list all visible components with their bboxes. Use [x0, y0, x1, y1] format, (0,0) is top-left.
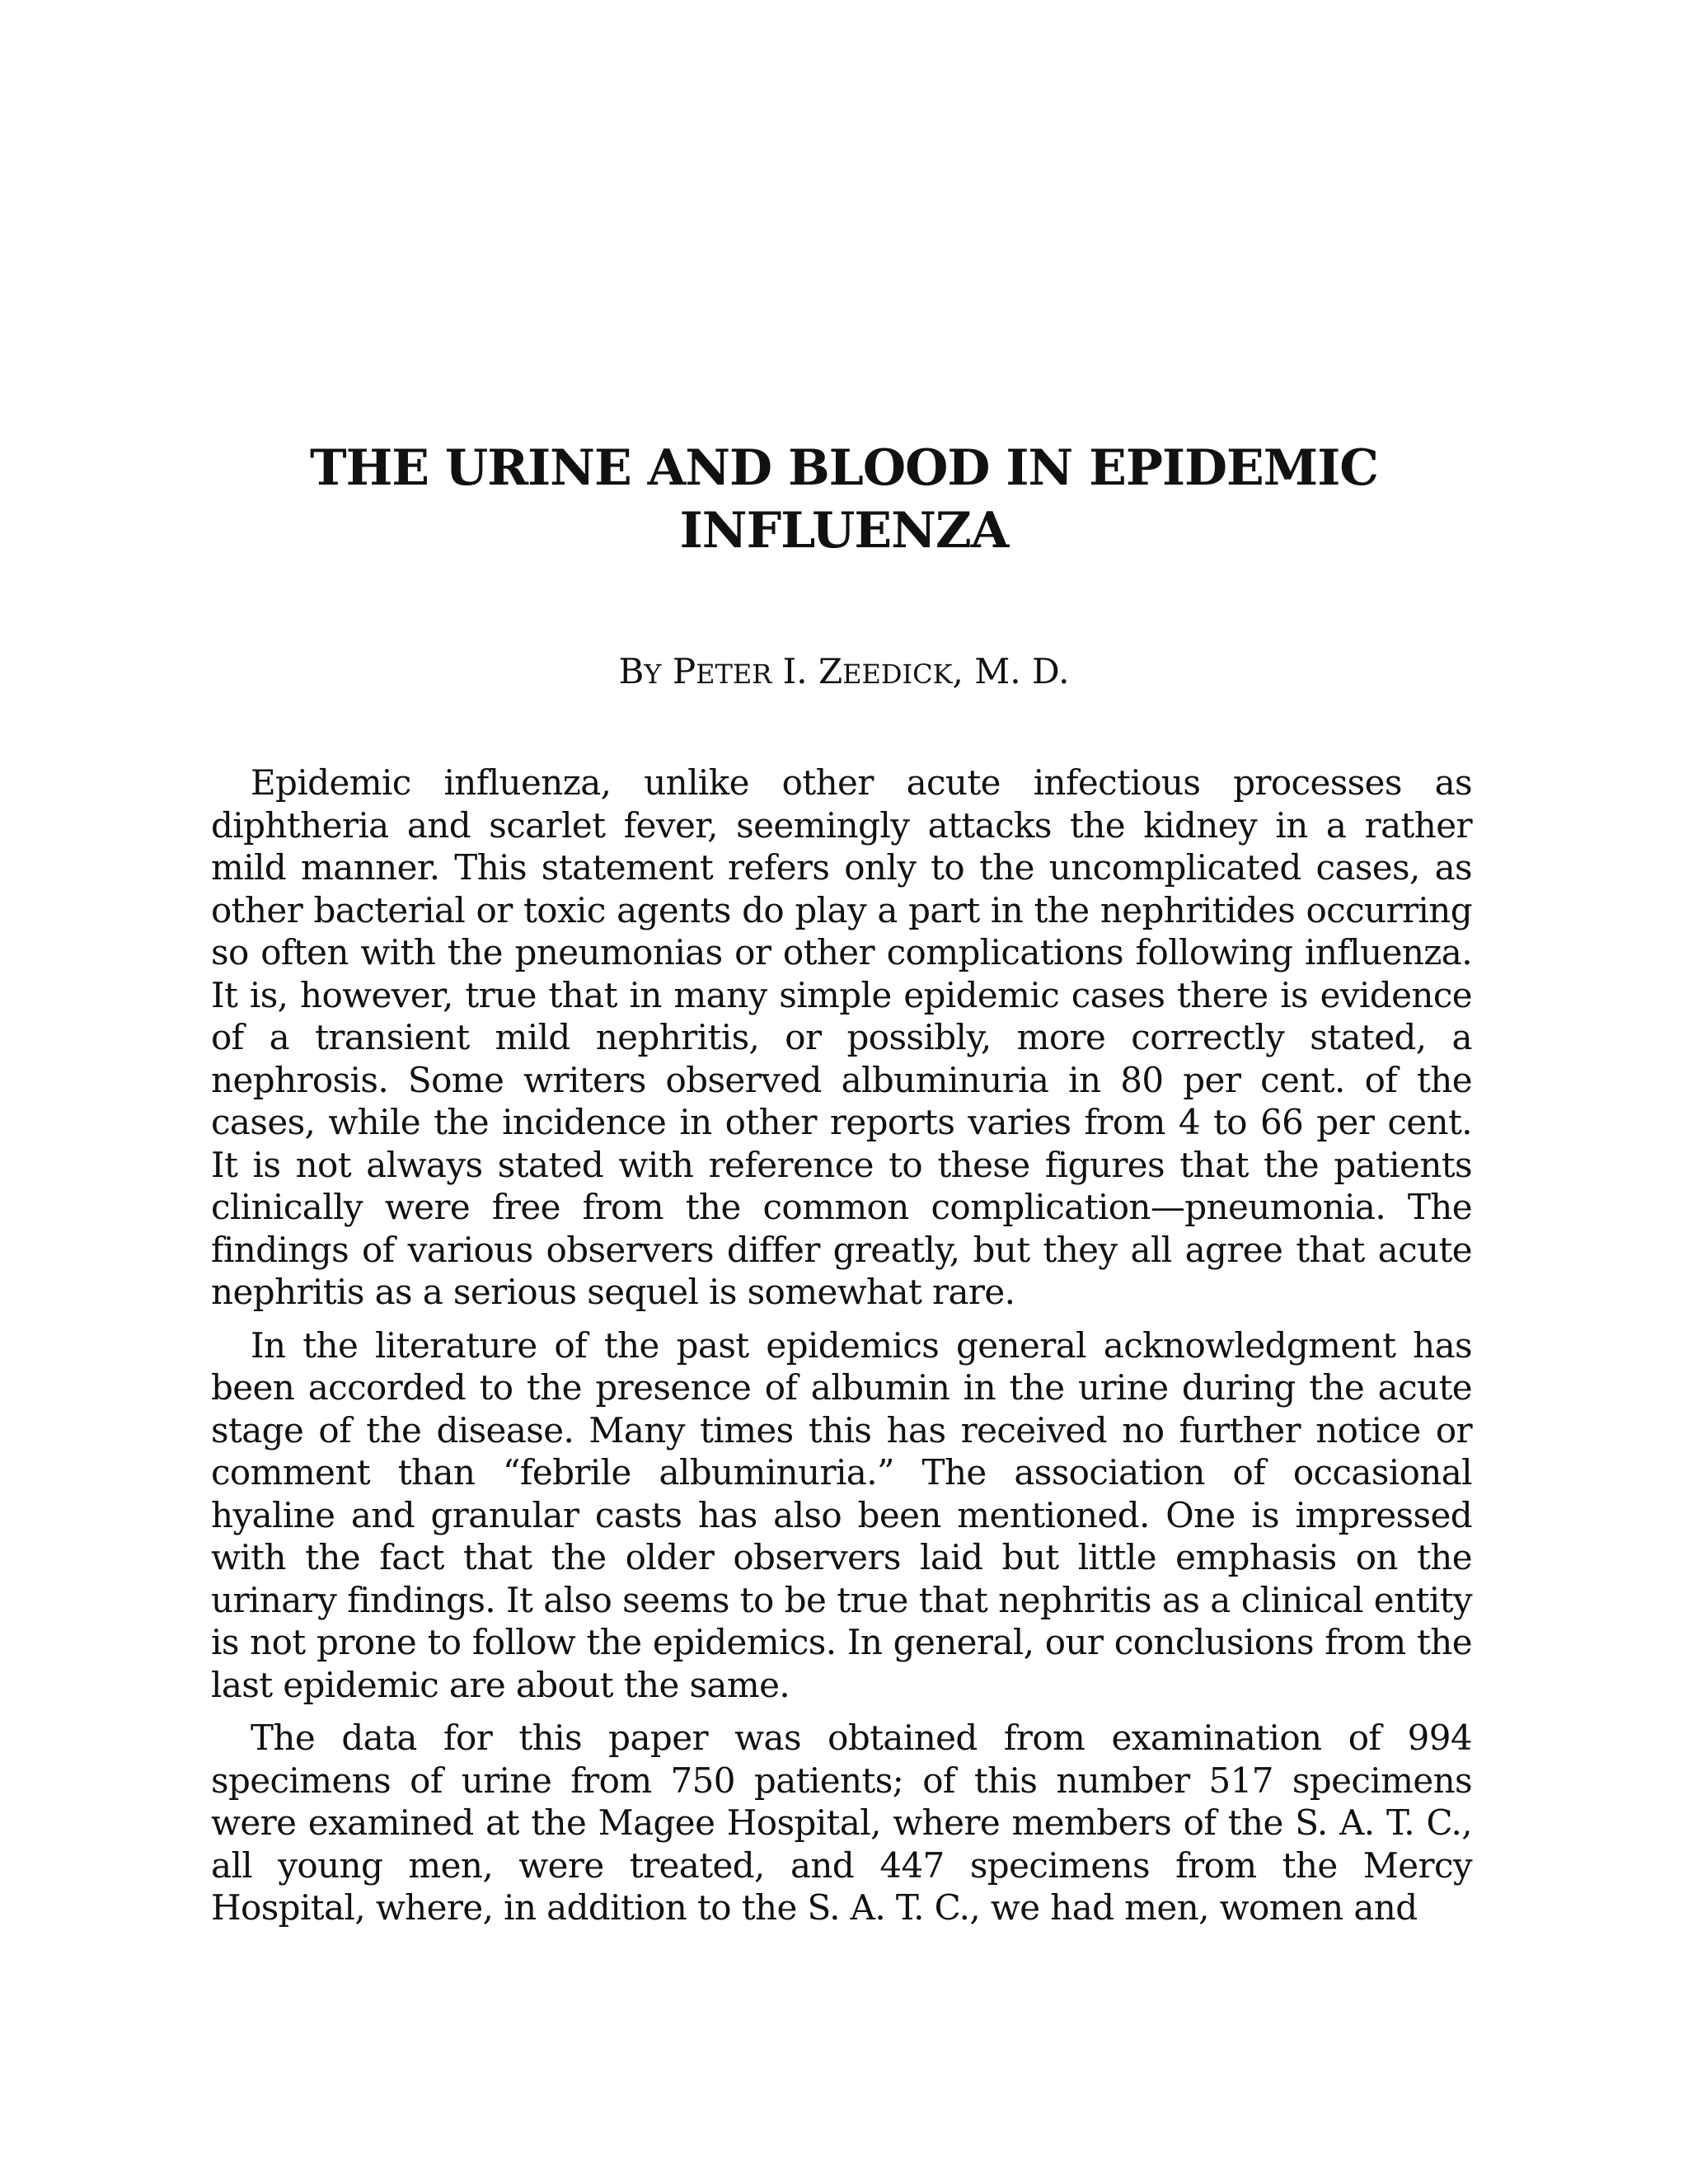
body-paragraph-2: In the literature of the past epidemics general acknowledgment has been accorded to the presence of albumin in the urine during the acute stage of the disease. Many times this has received no further notice or comment than “febrile albuminuria.” The association of occasional hyaline and granular casts has also been mentioned. One is impressed with the fact that the older observers laid but little emphasis on the urinary findings. It also seems to be true that nephritis as a clinical entity is not prone to follow the epidemics. In general, our conclusions from the last epidemic are about the same.	[211, 1324, 1472, 1705]
article-title-line-1: THE URINE AND BLOOD IN EPIDEMIC	[309, 439, 1379, 497]
author-last-name-cap: Z	[818, 651, 843, 691]
author-first-name-rest: ETER	[696, 658, 772, 690]
author-degree: , M. D.	[952, 651, 1070, 691]
article-body	[211, 762, 1472, 1940]
byline-by-cap: B	[618, 651, 645, 691]
author-first-name-cap: P	[672, 651, 696, 691]
author-byline	[0, 649, 1688, 696]
body-paragraph-3: The data for this paper was obtained from examination of 994 specimens of urine from 750 patients; of this number 517 specimens were examined at the Magee Hospital, where members of the S. A. T. C., all young men, were treated, and 447 specimens from the Mercy Hospital, where, in addition to the S. A. T. C., we had men, women and	[211, 1718, 1472, 1928]
author-initial: I.	[782, 651, 808, 691]
body-paragraph-1: Epidemic influenza, unlike other acute infectious processes as diphtheria and scarlet fever, seemingly attacks the kidney in a rather mild manner. This statement refers only to the uncomplicated cases, as other bacterial or toxic agents do play a part in the nephritides occurring so often with the pneumonias or other complications following influenza. It is, however, true that in many simple epidemic cases there is evidence of a transient mild nephritis, or possibly, more correctly stated, a nephrosis. Some writers observed albuminuria in 80 per cent. of the cases, while the incidence in other reports varies from 4 to 66 per cent. It is not always stated with reference to these figures that the patients clinically were free from the common complication—pneumonia. The findings of various observers differ greatly, but they all agree that acute nephritis as a serious sequel is somewhat rare.	[211, 762, 1472, 1312]
article-title-line-2: INFLUENZA	[679, 502, 1009, 560]
author-last-name-rest: EEDICK	[842, 658, 953, 690]
article-title	[0, 437, 1688, 562]
byline-by-rest: Y	[644, 658, 662, 690]
